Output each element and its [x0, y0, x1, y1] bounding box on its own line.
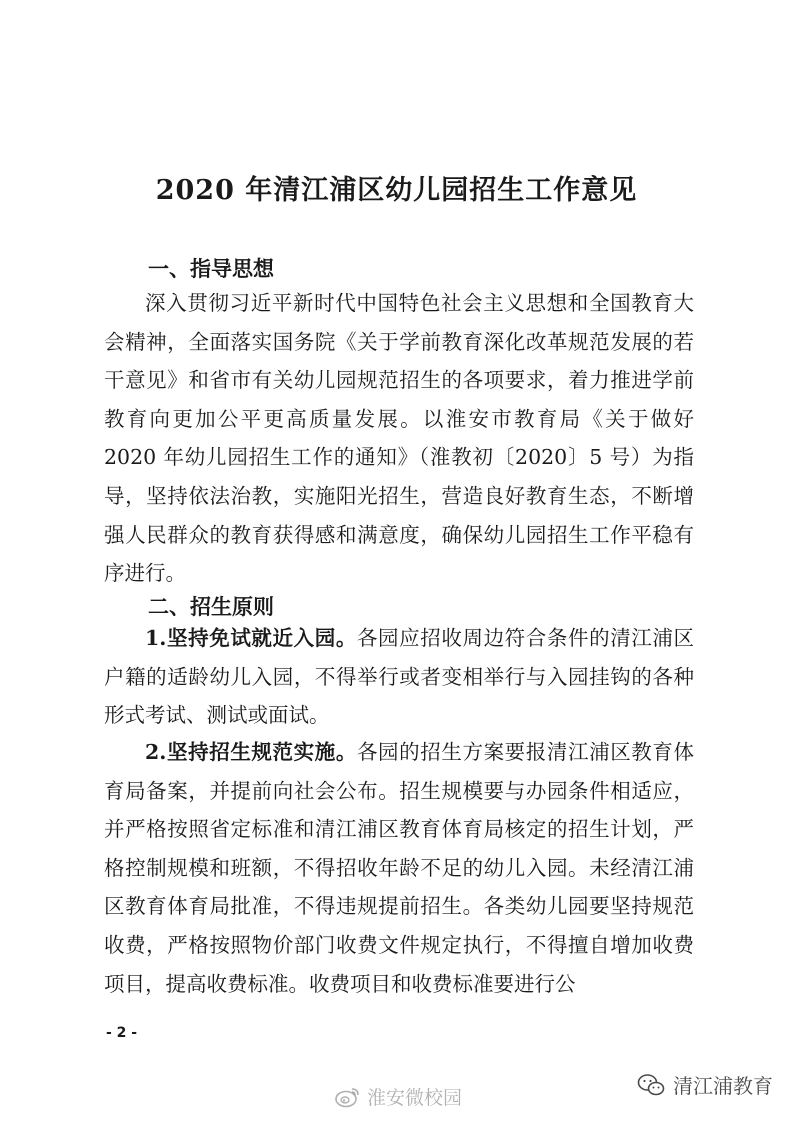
document-title: 2020 年清江浦区幼儿园招生工作意见: [155, 175, 638, 206]
weibo-watermark-text: 淮安微校园: [367, 1087, 463, 1109]
weibo-watermark: [335, 1083, 462, 1110]
principle-2-text: 各园的招生方案要报清江浦区教育体育局备案，并提前向社会公布。招生规模要与办园条件相适应，并严格按照省定标准和清江浦区教育体育局核定的招生计划，严格控制规模和班额，不得招收年龄不足的幼儿入园。未经清江浦区教育体育局批准，不得违规提前招生。各类幼儿园要坚持规范收费，严格按照物价部门收费文件规定执行，不得擅自增加收费项目，提高收费标准。收费项目和收费标准要进行公: [104, 740, 695, 996]
principle-2-lead: 2.坚持招生规范实施。: [145, 740, 357, 764]
section-heading-guiding-ideology: 一、指导思想: [148, 257, 274, 281]
wechat-icon: [637, 1073, 665, 1097]
page-number: - 2 -: [106, 1025, 138, 1041]
paragraph-principle-2: [104, 733, 694, 1003]
paragraph-guiding-ideology: 深入贯彻习近平新时代中国特色社会主义思想和全国教育大会精神，全面落实国务院《关于学前教育深化改革规范发展的若干意见》和省市有关幼儿园规范招生的各项要求，着力推进学前教育向更加公平更高质量发展。以淮安市教育局《关于做好 2020 年幼儿园招生工作的通知》（淮教初〔2020〕5 号）为指导，坚持依法治教，实施阳光招生，营造良好教育生态，不断增强人民群众的教育获得感和满意度，确保幼儿园招生工作平稳有序进行。: [104, 291, 694, 586]
wechat-watermark: [637, 1070, 773, 1099]
paragraph-principle-1: [104, 619, 694, 735]
principle-1-text: 各园应招收周边符合条件的清江浦区户籍的适龄幼儿入园，不得举行或者变相举行与入园挂钩的各种形式考试、测试或面试。: [104, 626, 695, 728]
weibo-icon: [335, 1086, 361, 1108]
wechat-watermark-text: 清江浦教育: [673, 1074, 773, 1098]
principle-1-lead: 1.坚持免试就近入园。: [145, 626, 357, 650]
section-heading-enrollment-principles: 二、招生原则: [148, 595, 274, 619]
